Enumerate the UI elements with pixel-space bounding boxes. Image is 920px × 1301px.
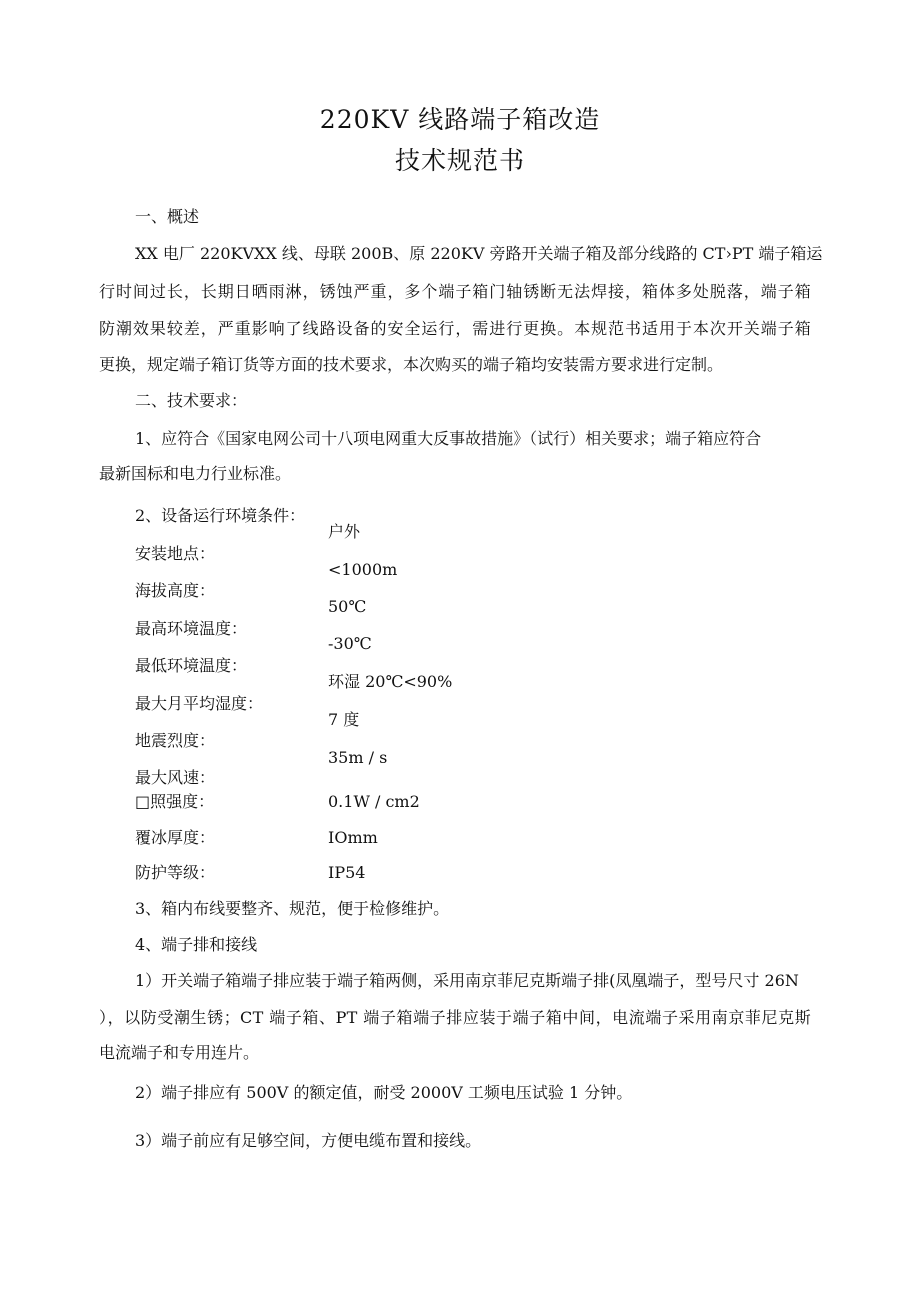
condition-label: 最高环境温度： [135,619,248,638]
condition-value: <1000m [328,560,398,579]
condition-label: □照强度： [135,792,215,811]
section-1-paragraph-line: XX 电厂 220KVXX 线、母联 200B、原 220KV 旁路开关端子箱及部分线路的 CT›PT 端子箱运 [135,244,823,263]
requirement-4-3: 3）端子前应有足够空间，方便电缆布置和接线。 [135,1131,482,1150]
condition-label: 防护等级： [135,863,216,882]
section-1-paragraph-line: 更换，规定端子箱订货等方面的技术要求，本次购买的端子箱均安装需方要求进行定制。 [99,355,724,374]
document-title-line-2: 技术规范书 [394,146,525,175]
condition-label: 最低环境温度： [135,656,248,675]
condition-value: 7 度 [328,710,360,729]
condition-value: 50℃ [328,597,367,616]
requirement-4-2: 2）端子排应有 500V 的额定值，耐受 2000V 工频电压试验 1 分钟。 [135,1083,633,1102]
condition-value: -30℃ [328,634,372,653]
requirement-2-heading: 2、设备运行环境条件： [135,506,306,525]
condition-label: 海拔高度： [135,581,216,600]
condition-value: 0.1W / cm2 [328,792,420,811]
condition-label: 最大月平均湿度： [135,694,264,713]
requirement-4-1-line: 电流端子和专用连片。 [99,1043,260,1062]
section-1-paragraph-line: 防潮效果较差，严重影响了线路设备的安全运行，需进行更换。本规范书适用于本次开关端子箱 [99,319,811,338]
section-1-heading: 一、概述 [135,207,200,226]
condition-label: 最大风速： [135,768,216,787]
condition-label: 安装地点： [135,544,216,563]
requirement-4-1-line: ），以防受潮生锈；CT 端子箱、PT 端子箱端子排应装于端子箱中间，电流端子采用南京菲尼克斯 [99,1008,811,1027]
requirement-1-line: 最新国标和电力行业标准。 [99,464,292,483]
condition-value: 环湿 20℃<90% [328,672,453,691]
requirement-3: 3、箱内布线要整齐、规范，便于检修维护。 [135,899,450,918]
section-2-heading: 二、技术要求： [135,391,248,410]
condition-value: IOmm [328,828,378,847]
requirement-1-line: 1、应符合《国家电网公司十八项电网重大反事故措施》（试行）相关要求；端子箱应符合 [135,429,762,448]
condition-label: 覆冰厚度： [135,828,216,847]
condition-value: IP54 [328,863,366,882]
document-title-line-1: 220KV 线路端子箱改造 [319,105,601,134]
condition-value: 35m / s [328,748,388,767]
requirement-4-heading: 4、端子排和接线 [135,935,258,954]
section-1-paragraph-line: 行时间过长，长期日晒雨淋，锈蚀严重，多个端子箱门轴锈断无法焊接，箱体多处脱落，端子箱 [99,282,811,301]
condition-label: 地震烈度： [135,731,216,750]
requirement-4-1-line: 1）开关端子箱端子排应装于端子箱两侧，采用南京菲尼克斯端子排(凤凰端子，型号尺寸 26N [135,971,799,990]
condition-value: 户外 [328,522,361,541]
